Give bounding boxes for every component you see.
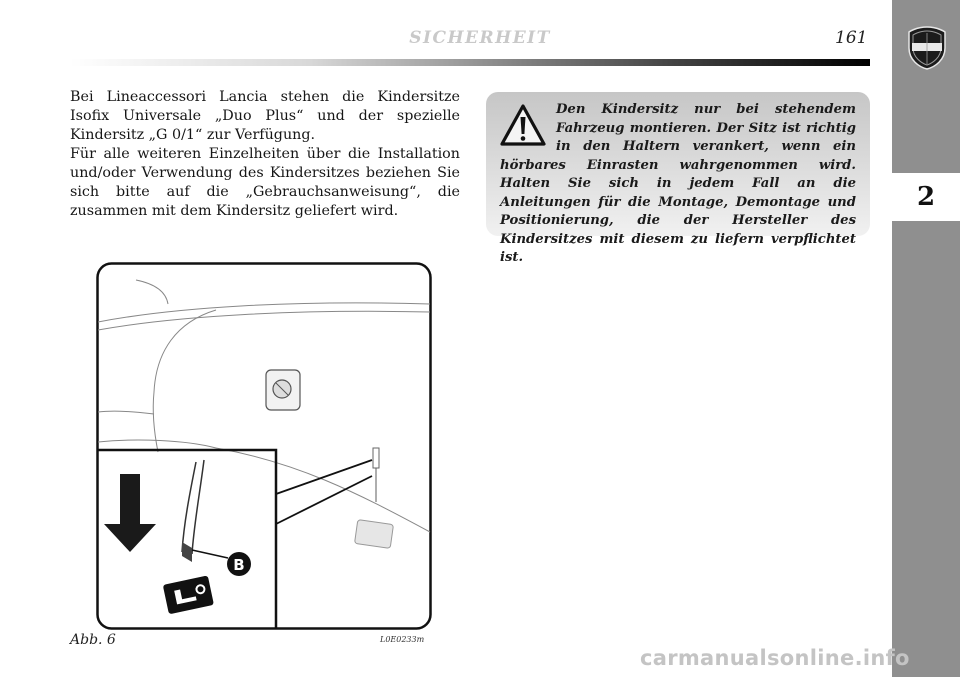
figure-code: L0E0233m — [380, 635, 425, 644]
watermark: carmanualsonline.info — [640, 646, 910, 670]
body-text — [70, 88, 460, 221]
header-rule — [70, 59, 870, 66]
page-number: 161 — [835, 28, 868, 48]
lancia-shield-logo-icon — [907, 26, 947, 70]
warning-triangle-icon — [500, 103, 546, 147]
warning-text: Den Kindersitz nur bei stehendem Fahrzeug montieren. Der Sitz ist richtig in den Haltern verankert, wenn ein hörbares Einrasten wahrgenommen wird. Halten Sie sich in jedem Fall an die Anleitungen für die Montage, Demontage und Positionierung, die der Hersteller des Kindersitzes mit diesem zu liefern verpflichtet ist. — [500, 102, 856, 265]
body-paragraph-1: Bei Lineaccessori Lancia stehen die Kindersitze Isofix Universale „Duo Plus“ und der spezielle Kindersitz „G 0/1“ zur Verfügung. — [70, 89, 460, 143]
section-title: SICHERHEIT — [409, 28, 551, 48]
chapter-tab: 2 — [892, 173, 960, 221]
warning-box — [486, 92, 870, 265]
isofix-figure — [96, 262, 432, 630]
body-paragraph-2: Für alle weiteren Einzelheiten über die Installation und/oder Verwendung des Kindersitzes beziehen Sie sich bitte auf die „Gebrauchsanweisung“, die zusammen mit dem Kindersitz geliefert wird. — [70, 146, 460, 219]
figure-caption: Abb. 6 — [70, 632, 116, 648]
callout-label-b: B — [233, 556, 245, 574]
side-band — [892, 0, 960, 677]
